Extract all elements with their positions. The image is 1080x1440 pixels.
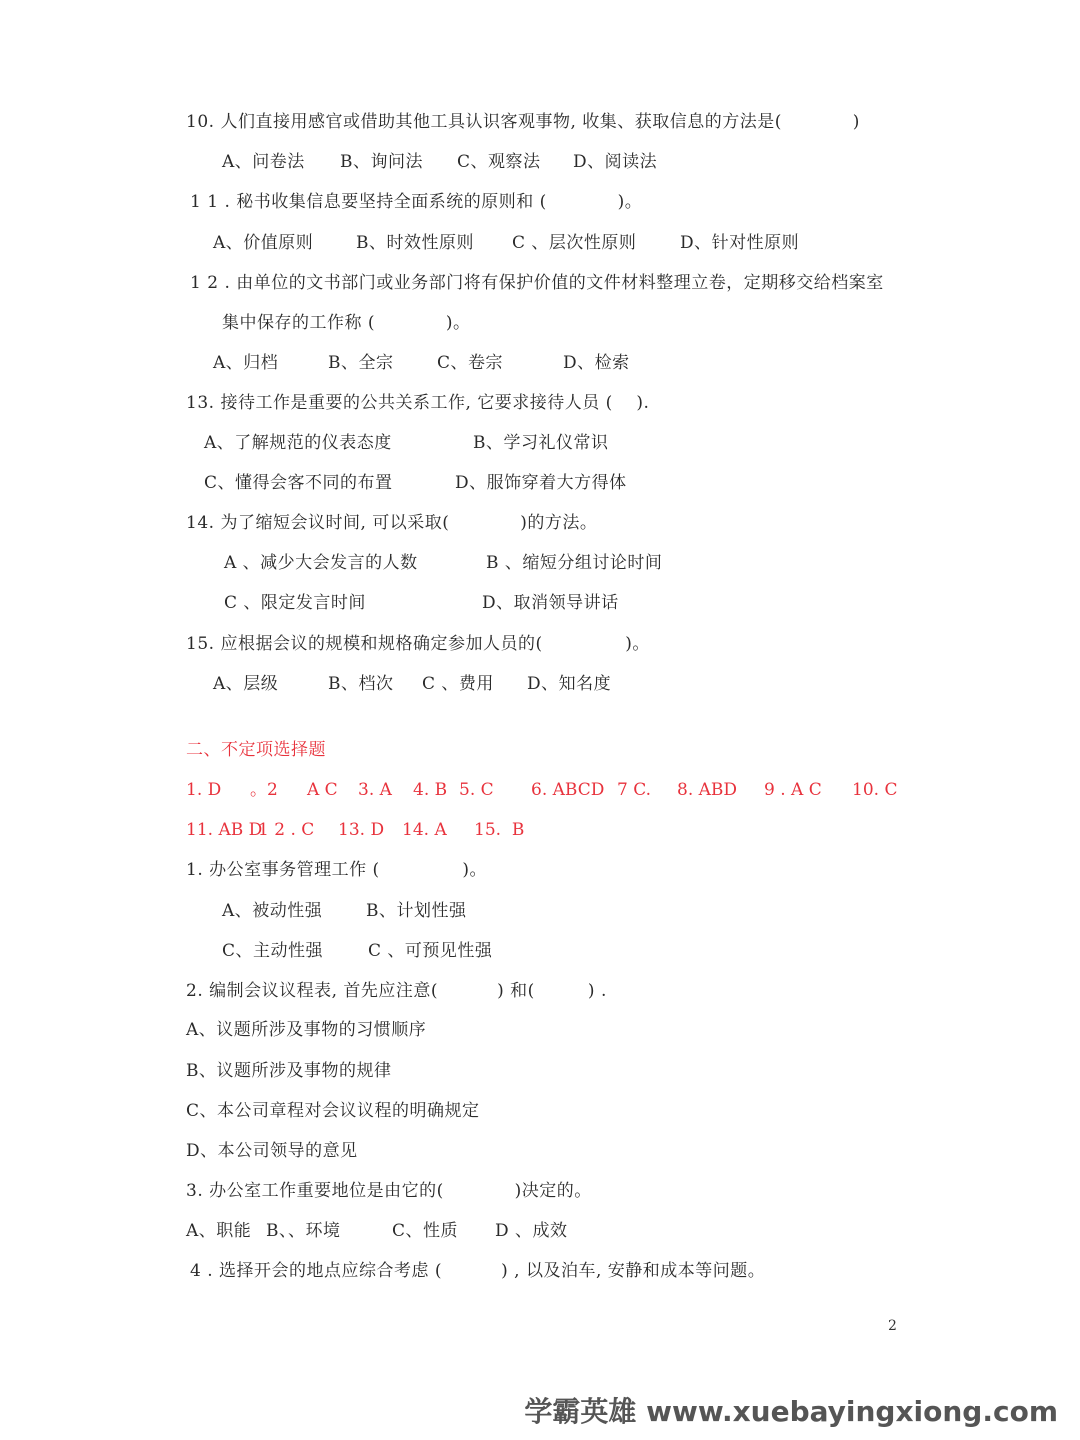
answer-key-item: 10. C bbox=[852, 780, 898, 800]
q12-option-b: B、全宗 bbox=[328, 353, 394, 373]
answer-key-item: 4. B bbox=[413, 780, 448, 800]
answer-key-item: 3. A bbox=[358, 780, 392, 800]
q12-stem-line2: 集中保存的工作称 ( )。 bbox=[222, 313, 471, 333]
q11-option-d: D、针对性原则 bbox=[680, 233, 800, 253]
q15-option-d: D、知名度 bbox=[527, 674, 612, 694]
p2-q3-option-d: D 、成效 bbox=[495, 1221, 568, 1241]
q11-stem: 1 1 . 秘书收集信息要坚持全面系统的原则和 ( )。 bbox=[190, 192, 643, 212]
answer-key-item: 14. A bbox=[402, 820, 447, 840]
page-number: 2 bbox=[888, 1318, 897, 1334]
p2-q1-option-b: B、计划性强 bbox=[366, 901, 467, 921]
q12-stem-line1: 1 2 . 由单位的文书部门或业务部门将有保护价值的文件材料整理立卷，定期移交给档案室 bbox=[190, 273, 884, 293]
q13-option-c: C、懂得会客不同的布置 bbox=[204, 473, 393, 493]
p2-q1-option-a: A、被动性强 bbox=[222, 901, 323, 921]
answer-key-item: 8. ABD bbox=[677, 780, 738, 800]
p2-q2-option-c: C、本公司章程对会议议程的明确规定 bbox=[186, 1101, 480, 1121]
p2-q3-stem: 3. 办公室工作重要地位是由它的( )决定的。 bbox=[186, 1181, 592, 1201]
q14-option-c: C 、限定发言时间 bbox=[224, 593, 366, 613]
p2-q2-option-a: A、议题所涉及事物的习惯顺序 bbox=[186, 1020, 427, 1040]
answer-key-item: 5. C bbox=[459, 780, 494, 800]
q10-option-d: D、阅读法 bbox=[573, 152, 658, 172]
q10-stem: 10. 人们直接用感官或借助其他工具认识客观事物, 收集、获取信息的方法是( ) bbox=[186, 112, 860, 132]
p2-q2-stem: 2. 编制会议议程表, 首先应注意( ) 和( ) . bbox=[186, 981, 607, 1001]
p2-q3-option-c: C、性质 bbox=[392, 1221, 459, 1241]
q11-option-c: C 、层次性原则 bbox=[512, 233, 637, 253]
answer-key-item: A C bbox=[307, 780, 338, 800]
answer-key-item: 6. ABCD bbox=[531, 780, 605, 800]
answer-key-item: 9 . A C bbox=[764, 780, 822, 800]
q15-option-b: B、档次 bbox=[328, 674, 394, 694]
q12-option-c: C、卷宗 bbox=[437, 353, 504, 373]
q13-option-b: B、学习礼仪常识 bbox=[473, 433, 609, 453]
p2-q1-stem: 1. 办公室事务管理工作 ( )。 bbox=[186, 860, 487, 880]
answer-key-item: 1. D bbox=[186, 780, 222, 800]
section2-title: 二、不定项选择题 bbox=[186, 740, 326, 760]
q10-option-b: B、询问法 bbox=[340, 152, 423, 172]
q14-stem: 14. 为了缩短会议时间, 可以采取( )的方法。 bbox=[186, 513, 598, 533]
p2-q2-option-d: D、本公司领导的意见 bbox=[186, 1141, 358, 1161]
p2-q2-option-b: B、议题所涉及事物的规律 bbox=[186, 1061, 392, 1081]
q10-option-c: C、观察法 bbox=[457, 152, 541, 172]
q13-stem: 13. 接待工作是重要的公共关系工作, 它要求接待人员 ( ). bbox=[186, 393, 650, 413]
q12-option-d: D、检索 bbox=[563, 353, 630, 373]
q11-option-b: B、时效性原则 bbox=[356, 233, 474, 253]
answer-key-item: 11. AB D bbox=[186, 820, 263, 840]
answer-key-item: 1 2 . C bbox=[258, 820, 315, 840]
q15-stem: 15. 应根据会议的规模和规格确定参加人员的( )。 bbox=[186, 634, 650, 654]
p2-q3-option-a: A、职能 bbox=[186, 1221, 252, 1241]
answer-key-item: 15. B bbox=[474, 820, 525, 840]
site-watermark: 学霸英雄 www.xuebayingxiong.com bbox=[524, 1395, 1058, 1428]
q15-option-a: A、层级 bbox=[213, 674, 279, 694]
q13-option-d: D、服饰穿着大方得体 bbox=[455, 473, 627, 493]
answer-key-item: 。2 bbox=[250, 780, 278, 800]
q14-option-b: B 、缩短分组讨论时间 bbox=[486, 553, 663, 573]
q15-option-c: C 、费用 bbox=[422, 674, 494, 694]
p2-q3-option-b: B、、环境 bbox=[266, 1221, 341, 1241]
p2-q4-stem: 4 . 选择开会的地点应综合考虑 ( ) , 以及泊车, 安静和成本等问题。 bbox=[190, 1261, 766, 1281]
q14-option-a: A 、减少大会发言的人数 bbox=[224, 553, 418, 573]
p2-q1-option-d: C 、可预见性强 bbox=[368, 941, 493, 961]
q11-option-a: A、价值原则 bbox=[213, 233, 314, 253]
answer-key-item: 7 C. bbox=[617, 780, 652, 800]
q10-option-a: A、问卷法 bbox=[222, 152, 305, 172]
q13-option-a: A、了解规范的仪表态度 bbox=[204, 433, 392, 453]
answer-key-item: 13. D bbox=[338, 820, 385, 840]
q14-option-d: D、取消领导讲话 bbox=[482, 593, 619, 613]
q12-option-a: A、归档 bbox=[213, 353, 279, 373]
p2-q1-option-c: C、主动性强 bbox=[222, 941, 324, 961]
